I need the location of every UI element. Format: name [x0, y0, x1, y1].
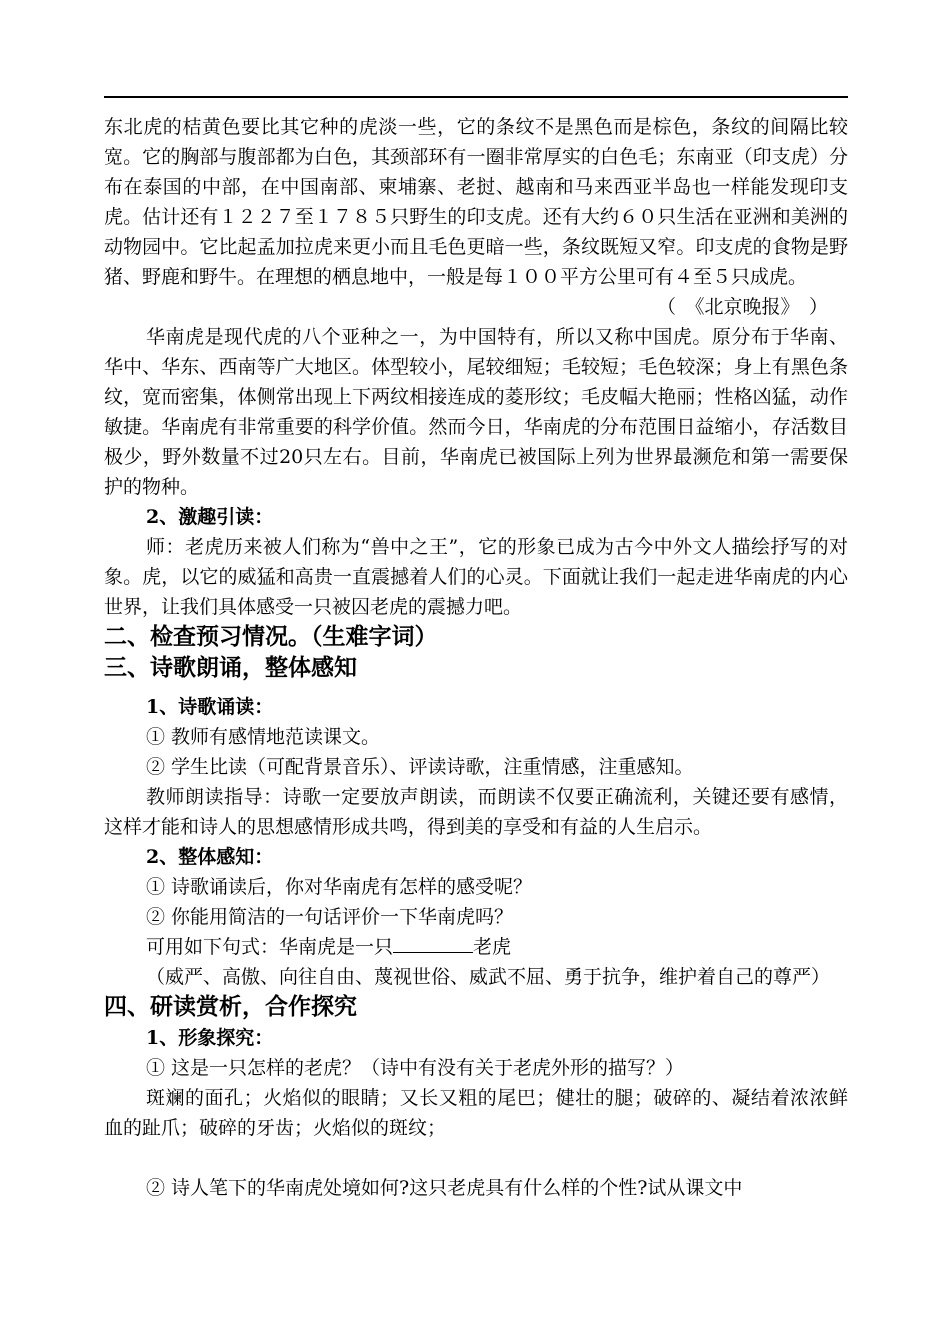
- answer-options: （威严、高傲、向往自由、蔑视世俗、威武不屈、勇于抗争，维护着自己的尊严）: [146, 966, 831, 988]
- subheading-interest: 2、激趣引读：: [146, 506, 274, 528]
- reading-guide-paragraph: 教师朗读指导：诗歌一定要放声朗读，而朗读不仅要正确流利，关键还要有感情，这样才能和诗人的思想感情形成共鸣，得到美的享受和有益的人生启示。: [104, 786, 848, 838]
- fill-in-blank: [393, 932, 473, 953]
- intro-paragraph-2: 华南虎是现代虎的八个亚种之一，为中国特有，所以又称中国虎。原分布于华南、华中、华东、西南等广大地区。体型较小，尾较细短；毛较短；毛色较深；身上有黑色条纹，宽而密集，体侧常出现上下两纹相接连成的菱形纹；毛皮幅大艳丽；性格凶猛，动作敏捷。华南虎有非常重要的科学价值。然而今日，华南虎的分布范围日益缩小，存活数目极少，野外数量不过20只左右。目前，华南虎已被国际上列为世界最濒危和第一需要保护的物种。: [104, 326, 848, 498]
- tiger-description: 斑斓的面孔；火焰似的眼睛；又长又粗的尾巴；健壮的腿；破碎的、凝结着浓浓鲜血的趾爪；破碎的牙齿；火焰似的斑纹；: [104, 1087, 848, 1139]
- pattern-after: 老虎: [473, 936, 512, 958]
- spacer: [104, 1143, 848, 1173]
- list-item: ① 这是一只怎样的老虎？（诗中有没有关于老虎外形的描写？）: [146, 1057, 685, 1079]
- list-item: ② 诗人笔下的华南虎处境如何?这只老虎具有什么样的个性?试从课文中: [146, 1177, 743, 1199]
- intro-paragraph-3: 师：老虎历来被人们称为“兽中之王”，它的形象已成为古今中外文人描绘抒写的对象。虎，以它的威猛和高贵一直震撼着人们的心灵。下面就让我们一起走进华南虎的内心世界，让我们具体感受一只被囚老虎的震撼力吧。: [104, 536, 848, 618]
- sentence-pattern: [104, 932, 848, 962]
- spacer: [104, 684, 848, 692]
- source-citation: （ 《北京晚报》 ）: [656, 296, 828, 318]
- subheading-perception: 2、整体感知：: [146, 846, 274, 868]
- list-item: ① 诗歌诵读后，你对华南虎有怎样的感受呢？: [146, 876, 533, 898]
- list-item: ② 学生比读（可配背景音乐）、评读诗歌，注重情感，注重感知。: [146, 756, 694, 778]
- subheading-recitation: 1、诗歌诵读：: [146, 696, 274, 718]
- list-item: ② 你能用简洁的一句话评价一下华南虎吗？: [146, 906, 514, 928]
- section-2-heading: 二、检查预习情况。（生难字词）: [104, 624, 438, 650]
- list-item: ① 教师有感情地范读课文。: [146, 726, 381, 748]
- pattern-before: 可用如下句式：华南虎是一只: [146, 936, 394, 958]
- document-page: [104, 112, 848, 1203]
- section-3-heading: 三、诗歌朗诵，整体感知: [104, 655, 357, 681]
- header-rule: [104, 96, 848, 98]
- subheading-image: 1、形象探究：: [146, 1027, 274, 1049]
- intro-paragraph-1: 东北虎的桔黄色要比其它种的虎淡一些，它的条纹不是黑色而是棕色，条纹的间隔比较宽。它的胸部与腹部都为白色，其颈部环有一圈非常厚实的白色毛；东南亚（印支虎）分布在泰国的中部，在中国南部、柬埔寨、老挝、越南和马来西亚半岛也一样能发现印支虎。估计还有１２２７至１７８５只野生的印支虎。还有大约６０只生活在亚洲和美洲的动物园中。它比起孟加拉虎来更小而且毛色更暗一些，条纹既短又窄。印支虎的食物是野猪、野鹿和野牛。在理想的栖息地中，一般是每１００平方公里可有４至５只成虎。: [104, 116, 848, 288]
- section-4-heading: 四、研读赏析，合作探究: [104, 994, 357, 1020]
